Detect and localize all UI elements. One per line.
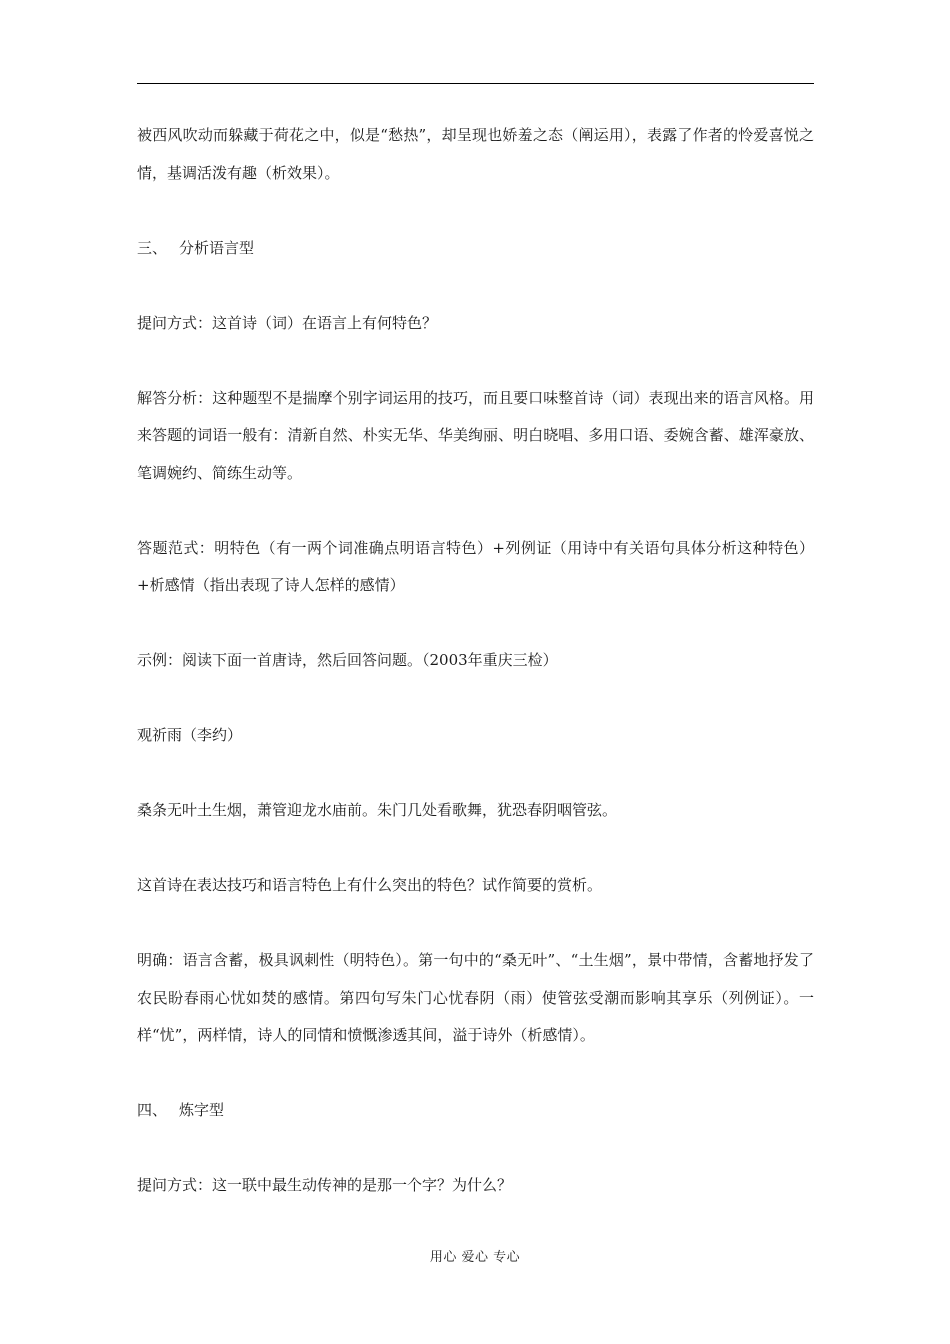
poem-text: 桑条无叶土生烟，萧管迎龙水庙前。朱门几处看歌舞，犹恐春阴咽管弦。 <box>137 801 618 819</box>
section-title: 分析语言型 <box>179 238 255 257</box>
question-format: 提问方式：这一联中最生动传神的是那一个字？为什么？ <box>137 1176 513 1194</box>
section-number: 四、 <box>137 1101 168 1119</box>
poem-title: 观祈雨（李约） <box>137 726 243 744</box>
section-title: 炼字型 <box>179 1101 225 1119</box>
example-answer: 明确：语言含蓄，极具讽刺性（明特色）。第一句中的“桑无叶”、“土生烟”，景中带情，含蓄地抒发了农民盼春雨心忧如焚的感情。第四句写朱门心忧春阴（雨）使管弦受潮而影响其享乐（列例证）。一样“忧”，两样情，诗人的同情和愤慨渗透其间，溢于诗外（析感情）。 <box>137 951 814 1044</box>
document-body <box>137 117 814 1205</box>
paragraph-continuation: 被西风吹动而躲藏于荷花之中，似是“愁热”，却呈现也娇羞之态（阐运用），表露了作者的怜爱喜悦之情，基调活泼有趣（析效果）。 <box>137 126 814 182</box>
section-heading-3 <box>137 230 814 268</box>
section-number: 三、 <box>137 238 168 257</box>
section-heading-4 <box>137 1092 814 1130</box>
example-question: 这首诗在表达技巧和语言特色上有什么突出的特色？试作简要的赏析。 <box>137 876 603 894</box>
question-format: 提问方式：这首诗（词）在语言上有何特色？ <box>137 313 438 332</box>
page-footer: 用心 爱心 专心 <box>429 1250 521 1265</box>
example-intro: 示例：阅读下面一首唐诗，然后回答问题。（2003年重庆三检） <box>137 651 558 669</box>
header-rule <box>137 83 814 84</box>
answer-analysis: 解答分析：这种题型不是揣摩个别字词运用的技巧，而且要口味整首诗（词）表现出来的语言风格。用来答题的词语一般有：清新自然、朴实无华、华美绚丽、明白晓唱、多用口语、委婉含蓄、雄浑豪放、笔调婉约、简练生动等。 <box>137 388 814 482</box>
answer-template: 答题范式：明特色（有一两个词准确点明语言特色）+列例证（用诗中有关语句具体分析这种特色）+析感情（指出表现了诗人怎样的感情） <box>137 538 814 594</box>
